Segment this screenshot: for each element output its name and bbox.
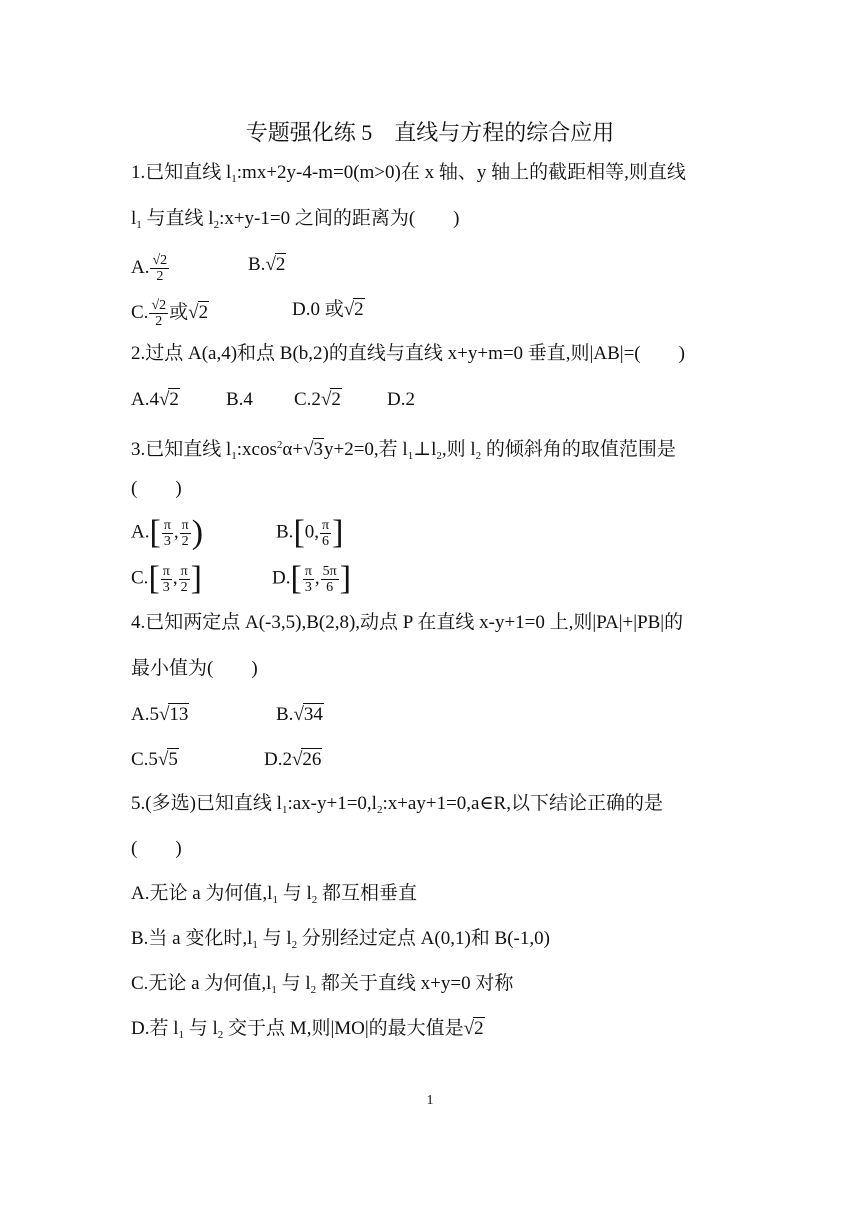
q1-text: :mx+2y-4-m=0(m>0)在 x 轴、y 轴上的截距相等,则直线 — [236, 162, 686, 183]
numerator: √2 — [151, 298, 167, 313]
option-label: A.4 — [131, 389, 159, 410]
numerator: √2 — [152, 253, 168, 268]
square-root: √34 — [293, 704, 323, 725]
denominator: 2 — [156, 269, 164, 284]
subscript: 1 — [271, 984, 277, 996]
square-root: √13 — [158, 704, 189, 725]
q2-option-c — [294, 388, 342, 412]
subscript: 2 — [311, 894, 318, 906]
subscript: 2 — [376, 804, 383, 816]
subscript: 2 — [291, 939, 298, 951]
option-label: C. — [131, 567, 149, 589]
option-label: D.0 或 — [292, 299, 344, 320]
square-root: √2 — [265, 254, 286, 275]
fraction: $\frac{\pi}{3}$ — [162, 563, 170, 595]
fraction: $\frac{\pi}{3}$ — [304, 563, 312, 595]
q1-stem-line1 — [131, 161, 686, 191]
subscript: 2 — [213, 219, 220, 231]
fraction: $\frac{\pi}{2}$ — [180, 563, 188, 595]
q3-option-b: B.[0, $\frac{\pi}{6}$ ] — [276, 514, 344, 551]
subscript: 2 — [475, 450, 482, 462]
square-root: √2 — [320, 389, 341, 410]
q4-option-d — [264, 748, 322, 772]
q5-option-a: A.无论 a 为何值$,l_1$ 与 $l_2$ 都互相垂直 — [131, 883, 417, 906]
subscript: 1 — [178, 1029, 185, 1041]
q3-option-c: C.[ $\frac{\pi}{3}$ , $\frac{\pi}{2}$ ] — [131, 560, 202, 597]
q2-option-a — [131, 388, 180, 412]
fraction: $\frac{\pi}{6}$ — [322, 517, 330, 549]
q5-option-b: B.当 a 变化时$,l_1$ 与 $l_2$ 分别经过定点 A(0,1)和 B(-1,0) — [131, 928, 550, 951]
subscript: 2 — [436, 450, 442, 462]
square-root: √2 — [158, 389, 179, 410]
fraction: $\frac{\pi}{2}$ — [181, 517, 189, 549]
subscript: 1 — [272, 894, 278, 906]
q1-option-b — [248, 253, 286, 277]
q4-stem-line1: 4.已知两定点 A(-3,5),B(2,8),动点 P 在直线 x-y+1=0 上,则|PA|+|PB|的 — [131, 612, 684, 633]
square-root: √2 — [343, 299, 364, 320]
q2-option-b: B.4 — [226, 389, 253, 410]
square-root: √3 — [303, 439, 323, 460]
q3-answer-paren: ( ) — [131, 478, 182, 499]
superscript: 2 — [276, 439, 283, 451]
q1-text: :x+y-1=0 之间的距离为( ) — [219, 208, 460, 229]
q2-option-d: D.2 — [387, 389, 415, 410]
option-label: C. — [131, 301, 149, 323]
option-label: C.5 — [131, 749, 158, 770]
option-label: B. — [248, 254, 266, 275]
subscript: 1 — [252, 939, 258, 951]
square-root: √2 — [463, 1018, 484, 1039]
q3-option-d: D.[ $\frac{\pi}{3}$ , $\frac{5\pi}{6}$ ] — [272, 560, 352, 597]
option-label: C.2 — [294, 389, 321, 410]
q1-text: l — [131, 208, 137, 229]
option-label: B. — [276, 704, 294, 725]
denominator: 2 — [155, 314, 163, 329]
q4-option-c — [131, 748, 179, 772]
q4-option-a — [131, 703, 189, 727]
fraction — [149, 298, 168, 329]
subscript: 1 — [407, 450, 414, 462]
subscript: 1 — [136, 219, 142, 231]
subscript: 1 — [281, 804, 288, 816]
q1-stem-line2 — [131, 207, 460, 237]
page-number: 1 — [426, 1093, 434, 1108]
option-label: D.2 — [264, 749, 292, 770]
q5-option-c: C.无论 a 为何值$,l_1$ 与 $l_2$ 都关于直线 x+y=0 对称 — [131, 973, 514, 996]
subscript: 2 — [217, 1029, 224, 1041]
option-label: A. — [131, 256, 150, 278]
option-label: A. — [131, 521, 150, 543]
q5-option-d: D.若 $l_1$ 与 $l_2$ 交于点 M,则|MO|的最大值是√2 — [131, 1018, 484, 1041]
option-label: B. — [276, 521, 294, 543]
q5-stem: 5.(多选)已知直线 $l_1:ax-y+1=0,l_2:x+ay+1=0,a\in R$,以下结论正确的是 — [131, 793, 663, 816]
option-label: A.5 — [131, 704, 159, 725]
q4-option-b — [276, 703, 324, 727]
option-label: D. — [272, 567, 291, 589]
subscript: 2 — [310, 984, 317, 996]
q3-stem: 3.已知直线 $l_1:xcos^2\alpha+√3y+2=0$,若 $l_1\perp l_2$,则 $l_2$ 的倾斜角的取值范围是 — [131, 439, 676, 462]
square-root: √5 — [157, 749, 178, 770]
q1-text: 与直线 l — [141, 208, 214, 229]
fraction — [150, 253, 169, 284]
q5-answer-paren: ( ) — [131, 838, 182, 859]
q2-stem: 2.过点 A(a,4)和点 B(b,2)的直线与直线 x+y+m=0 垂直,则|AB|=( ) — [131, 343, 685, 364]
q4-stem-line2: 最小值为( ) — [131, 658, 258, 679]
square-root: √26 — [291, 749, 322, 770]
fraction: $\frac{\pi}{3}$ — [163, 517, 171, 549]
subscript: 1 — [231, 173, 237, 185]
q3-option-a: A.[ $\frac{\pi}{3}$ , $\frac{\pi}{2}$ ) — [131, 514, 204, 551]
q1-text: 1.已知直线 l — [131, 162, 232, 183]
q1-option-a — [131, 253, 170, 284]
page-title: 专题强化练 5 直线与方程的综合应用 — [245, 120, 615, 145]
fraction: $\frac{5\pi}{6}$ — [322, 563, 337, 595]
q1-option-c: C. $\frac{√2}{2}$ 或√2 — [131, 298, 209, 329]
subscript: 1 — [231, 450, 237, 462]
square-root: √2 — [188, 301, 209, 323]
q1-option-d — [292, 298, 365, 322]
